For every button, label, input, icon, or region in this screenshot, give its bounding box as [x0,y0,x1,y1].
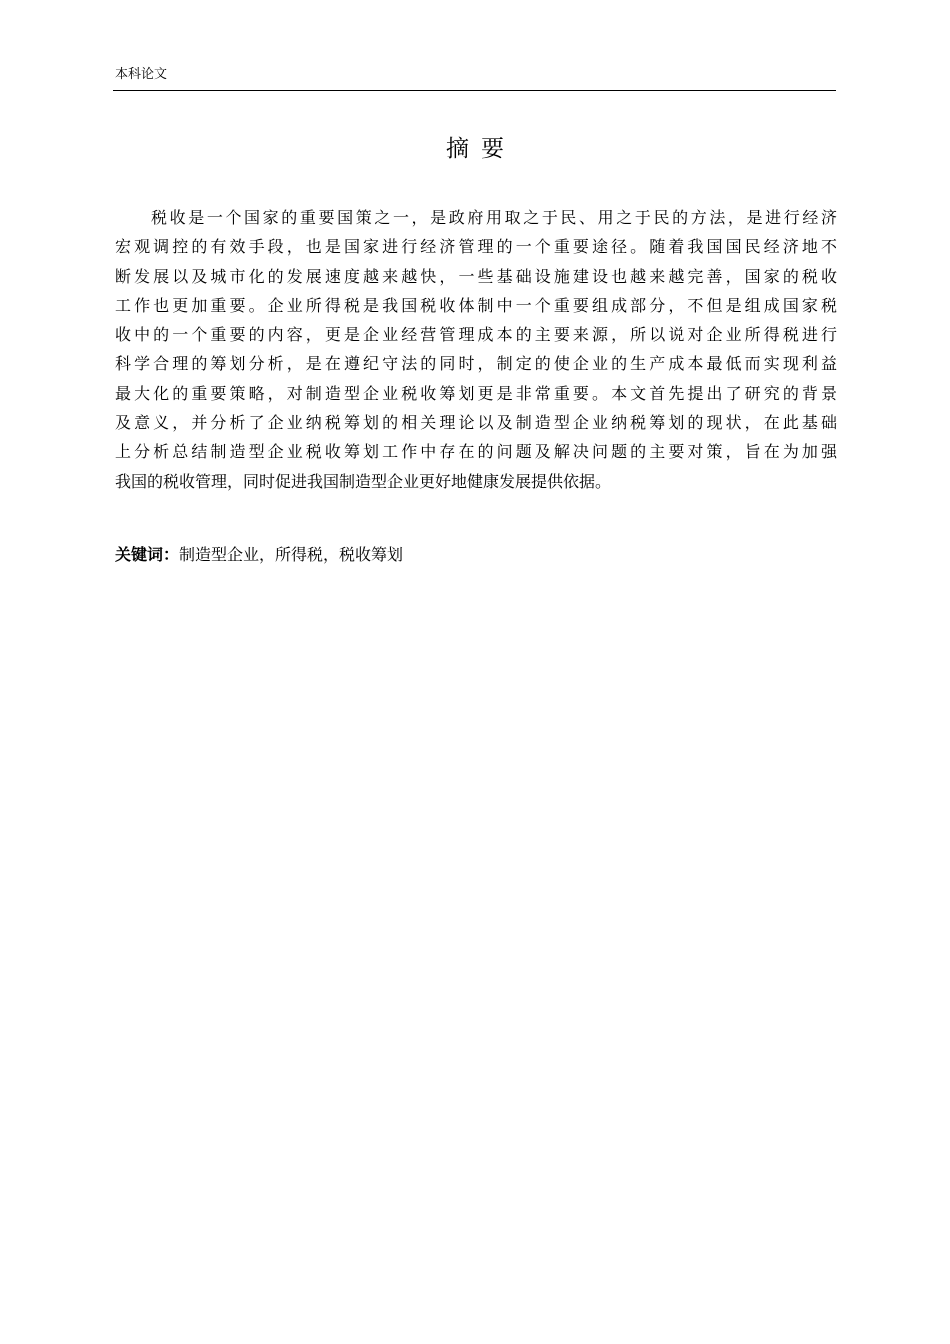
abstract-paragraph [115,203,837,496]
header-rule [113,90,836,91]
abstract-line: 及意义，并分析了企业纳税筹划的相关理论以及制造型企业纳税筹划的现状，在此基础 [115,413,837,433]
abstract-line: 断发展以及城市化的发展速度越来越快，一些基础设施建设也越来越完善，国家的税收 [115,266,837,286]
abstract-line: 最大化的重要策略，对制造型企业税收筹划更是非常重要。本文首先提出了研究的背景 [115,383,837,403]
keywords-label: 关键词： [115,545,180,564]
keywords-value: 制造型企业，所得税，税收筹划 [179,545,404,564]
abstract-title: 摘要 [446,136,516,162]
abstract-line: 工作也更加重要。企业所得税是我国税收体制中一个重要组成部分，不但是组成国家税 [115,295,837,315]
abstract-line: 科学合理的筹划分析，是在遵纪守法的同时，制定的使企业的生产成本最低而实现利益 [115,354,837,374]
abstract-line: 我国的税收管理，同时促进我国制造型企业更好地健康发展提供依据。 [115,471,612,491]
running-header: 本科论文 [115,67,168,82]
abstract-line: 宏观调控的有效手段，也是国家进行经济管理的一个重要途径。随着我国国民经济地不 [115,237,837,257]
abstract-line: 税收是一个国家的重要国策之一，是政府用取之于民、用之于民的方法，是进行经济 [151,208,837,227]
abstract-line: 上分析总结制造型企业税收筹划工作中存在的问题及解决问题的主要对策，旨在为加强 [115,442,837,462]
keywords [115,541,403,569]
abstract-line: 收中的一个重要的内容，更是企业经营管理成本的主要来源，所以说对企业所得税进行 [115,325,837,345]
